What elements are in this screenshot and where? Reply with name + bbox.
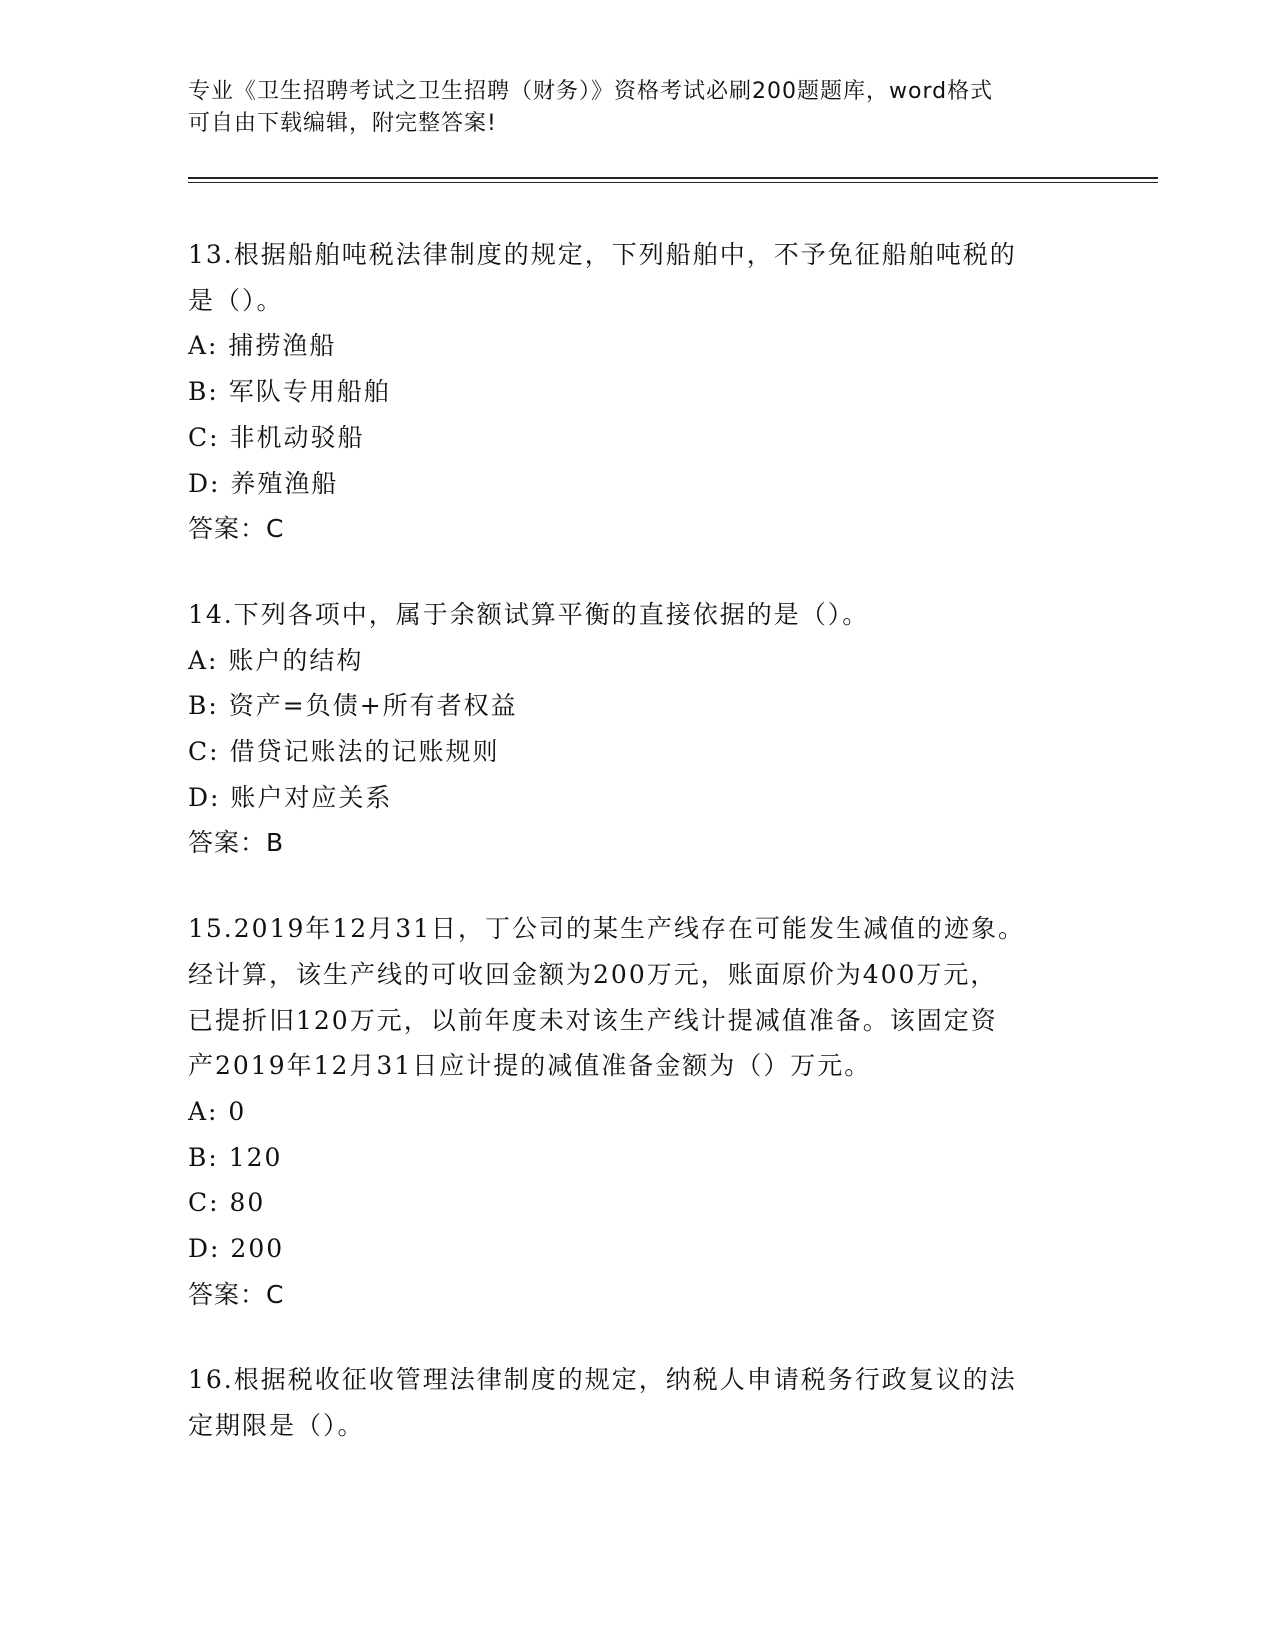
option-d: D: 账户对应关系 — [188, 782, 393, 812]
answer-label: 答案：C — [188, 514, 285, 544]
answer-label: 答案：C — [188, 1279, 285, 1309]
option-a: A: 账户的结构 — [188, 645, 364, 675]
header-divider-thin — [188, 182, 1158, 183]
option-d: D: 养殖渔船 — [188, 468, 339, 498]
option-a: A: 捕捞渔船 — [188, 331, 337, 361]
option-b: B: 120 — [188, 1142, 283, 1172]
question-stem: 经计算，该生产线的可收回金额为200万元，账面原价为400万元， — [188, 959, 998, 989]
option-c: C: 非机动驳船 — [188, 422, 365, 452]
option-b: B: 资产=负债+所有者权益 — [188, 691, 518, 721]
option-c: C: 借贷记账法的记账规则 — [188, 737, 500, 767]
question-13 — [188, 232, 1088, 552]
question-list — [188, 232, 1088, 1489]
question-stem: 已提折旧120万元，以前年度未对该生产线计提减值准备。该固定资 — [188, 1005, 998, 1035]
question-stem: 16.根据税收征收管理法律制度的规定，纳税人申请税务行政复议的法 — [188, 1365, 1017, 1395]
option-d: D: 200 — [188, 1234, 285, 1264]
question-stem: 是（）。 — [188, 285, 284, 315]
question-stem: 14.下列各项中，属于余额试算平衡的直接依据的是（）。 — [188, 599, 870, 629]
question-stem: 定期限是（）。 — [188, 1411, 365, 1441]
question-stem: 15.2019年12月31日，丁公司的某生产线存在可能发生减值的迹象。 — [188, 914, 1026, 944]
header-divider-thick — [188, 177, 1158, 179]
question-15 — [188, 906, 1088, 1317]
document-header — [188, 76, 1068, 140]
option-c: C: 80 — [188, 1188, 266, 1218]
option-a: A: 0 — [188, 1096, 247, 1126]
header-line-1: 专业《卫生招聘考试之卫生招聘（财务）》资格考试必刷200题题库，word格式 — [188, 79, 994, 104]
option-b: B: 军队专用船舶 — [188, 377, 391, 407]
header-line-2: 可自由下载编辑，附完整答案! — [188, 111, 497, 136]
question-14 — [188, 592, 1088, 866]
question-stem: 产2019年12月31日应计提的减值准备金额为（）万元。 — [188, 1051, 872, 1081]
answer-label: 答案：B — [188, 828, 285, 858]
question-16 — [188, 1357, 1088, 1448]
question-stem: 13.根据船舶吨税法律制度的规定，下列船舶中，不予免征船舶吨税的 — [188, 240, 1017, 269]
